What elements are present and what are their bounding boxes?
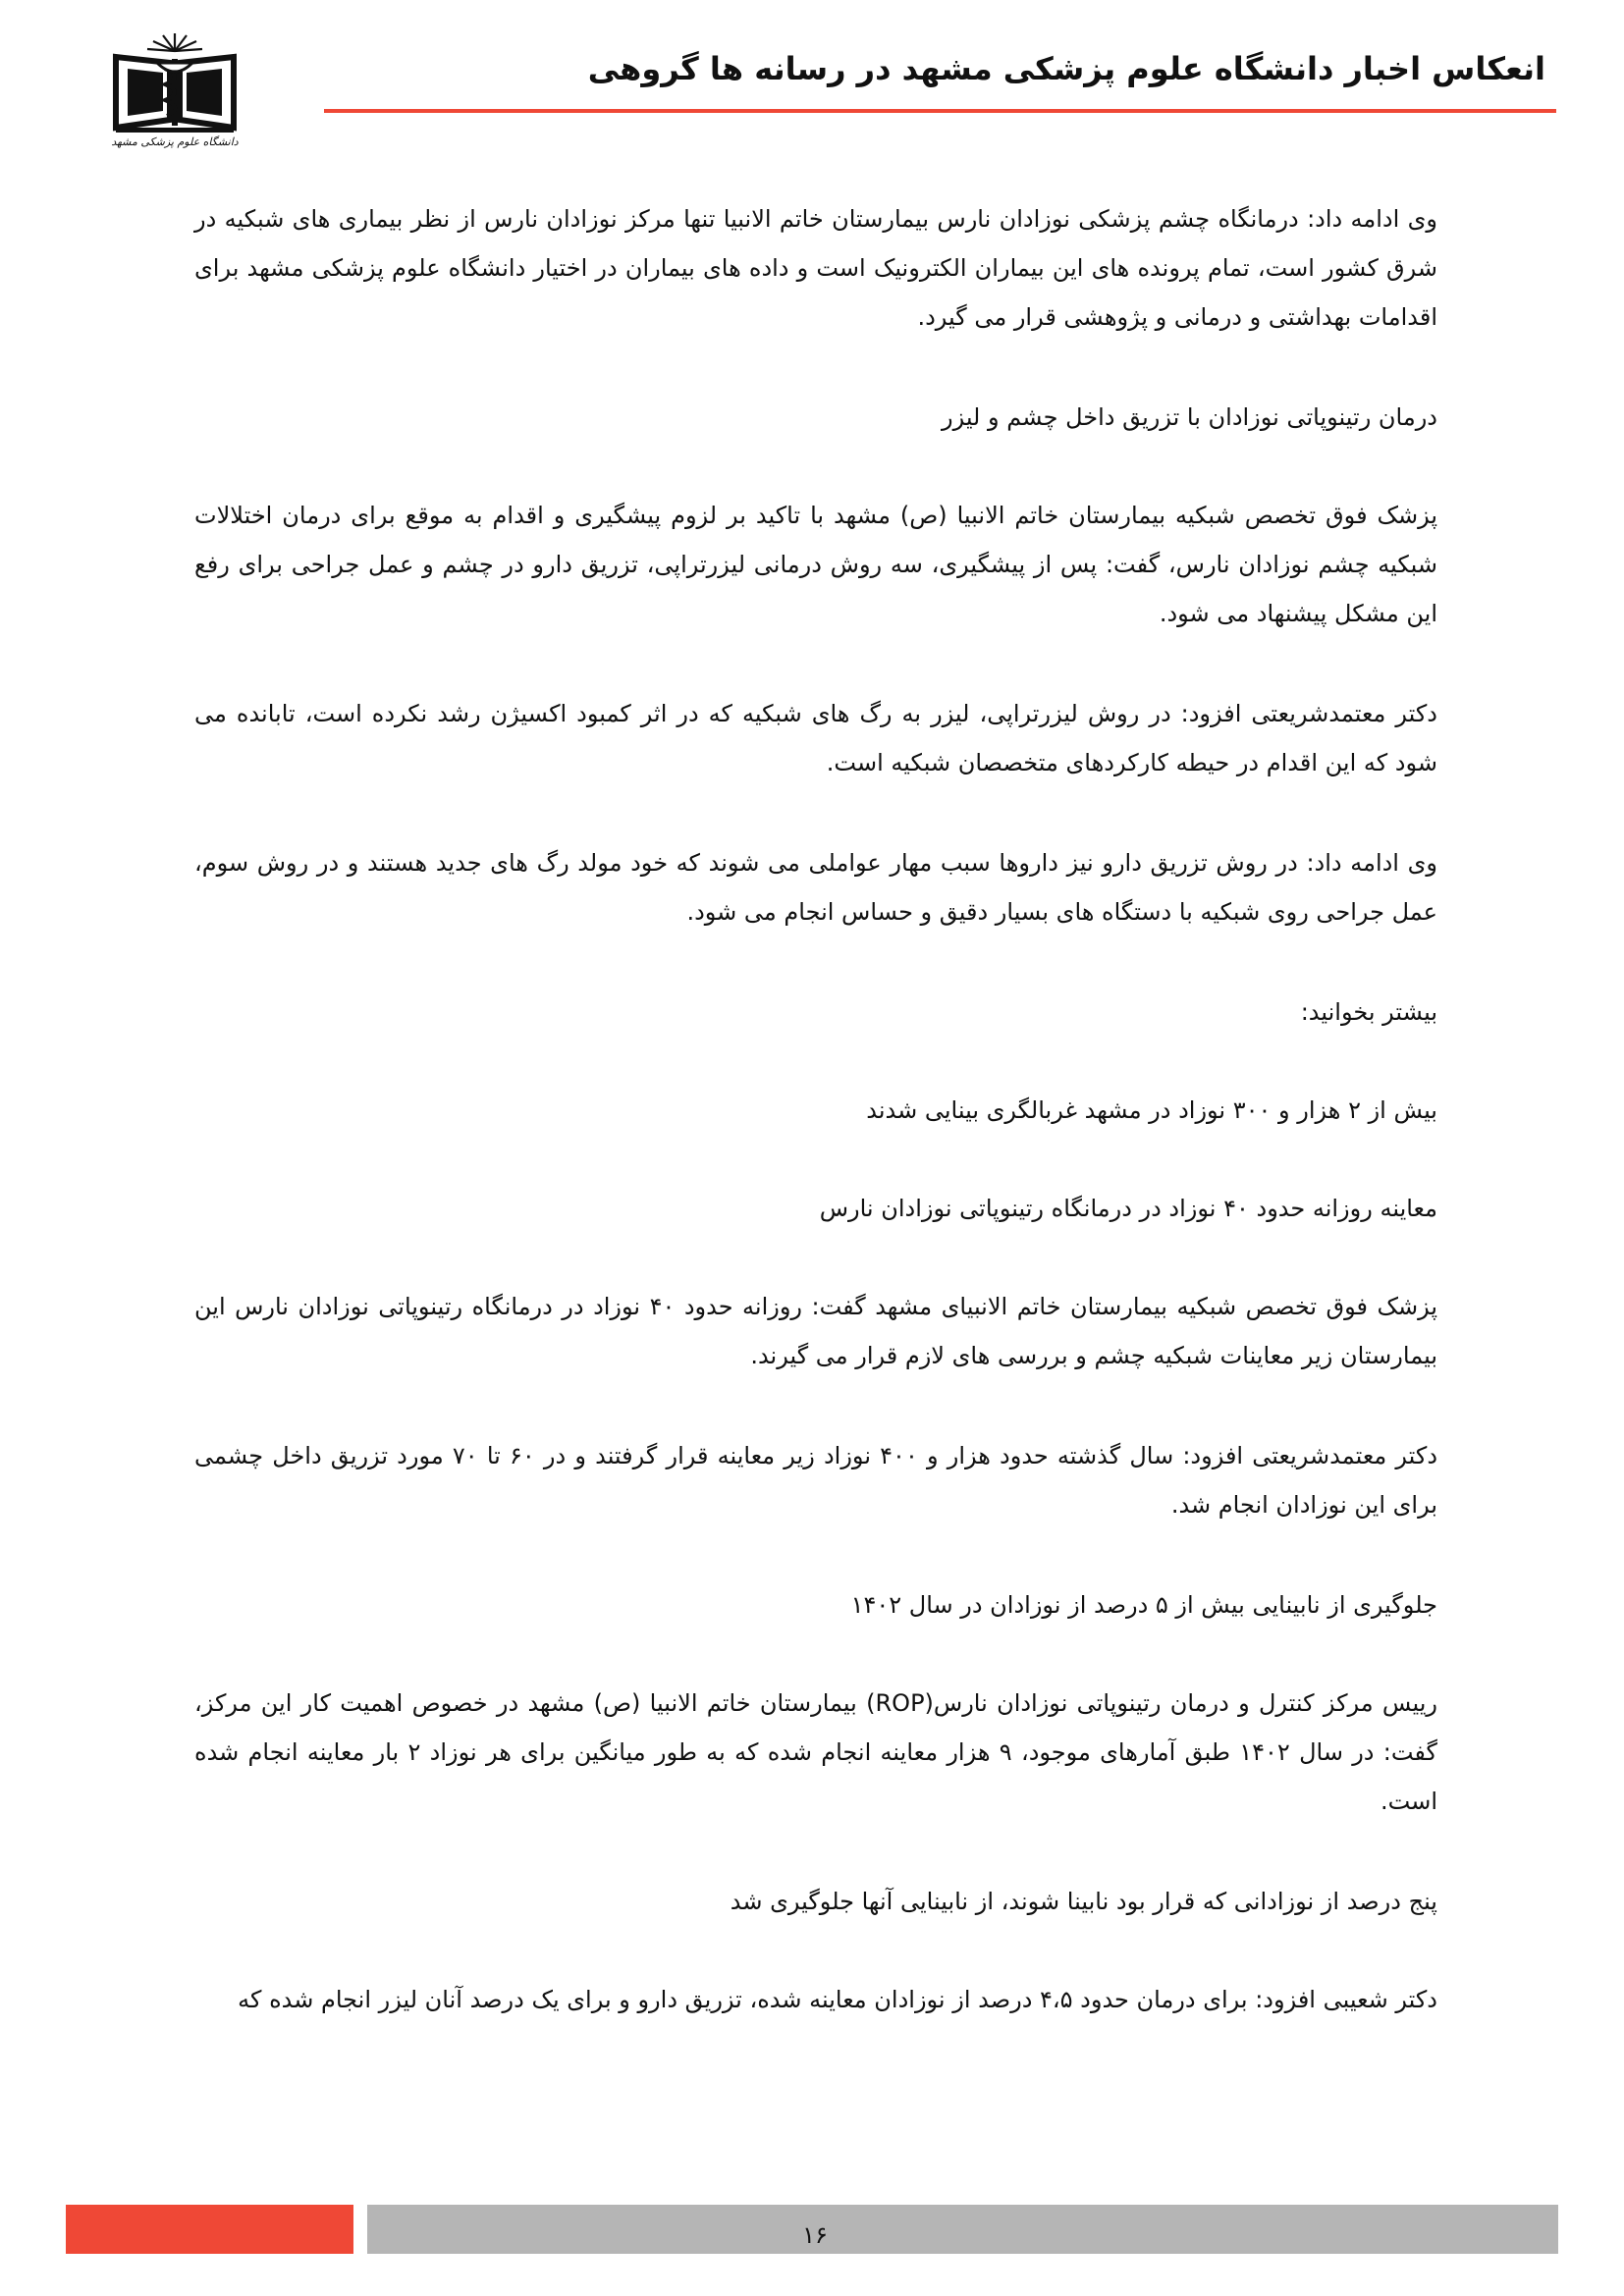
paragraph-last-year-stats: دکتر معتمدشریعتی افزود: سال گذشته حدود هزار و ۴۰۰ نوزاد زیر معاینه قرار گرفتند و در ۶۰ تا ۷۰ مورد تزریق داخل چشمی برای این نوزادان انجام شد. xyxy=(194,1442,1438,1519)
subheading-daily-exams: معاینه روزانه حدود ۴۰ نوزاد در درمانگاه رتینوپاتی نوزادان نارس xyxy=(819,1195,1437,1222)
read-more-label: بیشتر بخوانید: xyxy=(1300,998,1437,1026)
paragraph-treatment-methods: پزشک فوق تخصص شبکیه بیمارستان خاتم الانبیا (ص) مشهد با تاکید بر لزوم پیشگیری و اقدام به موقع برای درمان اختلالات شبکیه چشم نوزادان نارس، گفت: پس از پیشگیری، سه روش درمانی لیزرتراپی، تزریق دارو در چشم و عمل جراحی برای رفع این مشکل پیشنهاد می شود. xyxy=(194,502,1437,627)
subheading-blindness-prevention: جلوگیری از نابینایی بیش از ۵ درصد از نوزادان در سال ۱۴۰۲ xyxy=(850,1591,1437,1619)
paragraph-clinic-overview: وی ادامه داد: درمانگاه چشم پزشکی نوزادان نارس بیمارستان خاتم الانبیا تنها مرکز نوزادان نارس از نظر بیماری های شبکیه در شرق کشور است، تمام پرونده های این بیماران الکترونیک است و داده های بیماران در اختیار دانشگاه علوم پزشکی مشهد برای اقدامات بهداشتی و درمانی و پژوهشی قرار می گیرد. xyxy=(194,205,1437,331)
subheading-rop-treatment: درمان رتینوپاتی نوزادان با تزریق داخل چشم و لیزر xyxy=(941,403,1437,431)
paragraph-injection-surgery: وی ادامه داد: در روش تزریق دارو نیز داروها سبب مهار عواملی می شوند که خود مولد رگ های جدید هستند و در روش سوم، عمل جراحی روی شبکیه با دستگاه های بسیار دقیق و حساس انجام می شود. xyxy=(194,849,1437,926)
related-headline-screening: بیش از ۲ هزار و ۳۰۰ نوزاد در مشهد غربالگری بینایی شدند xyxy=(866,1096,1437,1124)
footer-gray-bar xyxy=(367,2205,1558,2254)
subheading-five-percent: پنج درصد از نوزادانی که قرار بود نابینا شوند، از نابینایی آنها جلوگیری شد xyxy=(730,1888,1437,1915)
paragraph-rop-center-stats: رییس مرکز کنترل و درمان رتینوپاتی نوزادان نارس(ROP) بیمارستان خاتم الانبیا (ص) مشهد در خصوص اهمیت کار این مرکز، گفت: در سال ۱۴۰۲ طبق آمارهای موجود، ۹ هزار معاینه انجام شده که به طور میانگین برای هر نوزاد ۲ بار معاینه انجام شده است. xyxy=(194,1689,1437,1815)
article-body xyxy=(194,194,1437,2075)
page-header-title: انعکاس اخبار دانشگاه علوم پزشکی مشهد در رسانه ها گروهی xyxy=(587,50,1545,87)
header-divider xyxy=(324,109,1556,113)
paragraph-laser-therapy: دکتر معتمدشریعتی افزود: در روش لیزرتراپی، لیزر به رگ های شبکیه که در اثر کمبود اکسیژن رشد نکرده است، تابانده می شود که این اقدام در حیطه کارکردهای متخصصان شبکیه است. xyxy=(194,700,1437,776)
paragraph-daily-exams: پزشک فوق تخصص شبکیه بیمارستان خاتم الانبیای مشهد گفت: روزانه حدود ۴۰ نوزاد در درمانگاه رتینوپاتی نوزادان نارس این بیمارستان زیر معاینات شبکیه چشم و بررسی های لازم قرار می گیرند. xyxy=(194,1293,1437,1369)
page-number: ۱۶ xyxy=(802,2221,828,2249)
paragraph-treatment-percent: دکتر شعیبی افزود: برای درمان حدود ۴،۵ درصد از نوزادان معاینه شده، تزریق دارو و برای یک درصد آنان لیزر انجام شده که xyxy=(238,1986,1437,2013)
logo-caption: دانشگاه علوم پزشکی مشهد xyxy=(111,135,239,148)
footer-accent-bar xyxy=(66,2205,353,2254)
university-emblem-icon xyxy=(106,29,244,137)
